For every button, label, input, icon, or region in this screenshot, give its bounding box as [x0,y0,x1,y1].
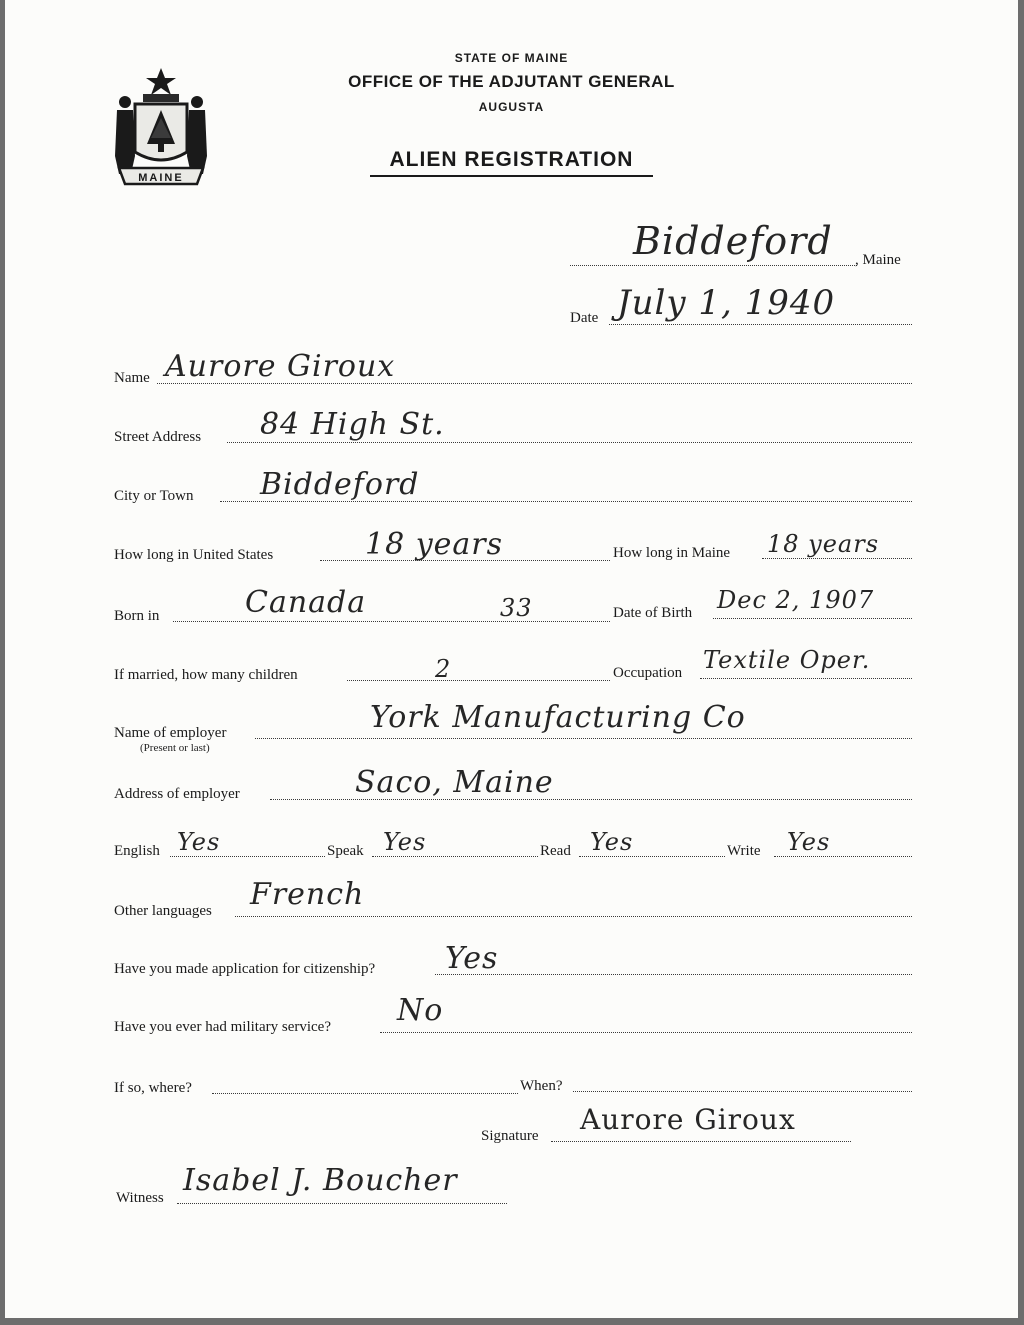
military-value: No [397,993,444,1028]
read-value: Yes [590,828,634,856]
signature-label: Signature [481,1128,539,1144]
citizenship-value: Yes [445,941,499,976]
occupation-value: Textile Oper. [703,646,871,674]
citizenship-line [435,974,912,975]
street-line [227,442,912,443]
date-line [609,324,912,325]
registration-form [5,0,1018,1318]
maine-suffix: , Maine [855,252,901,268]
title-underline [370,175,653,177]
employer-address-value: Saco, Maine [355,765,554,800]
dob-line [713,618,912,619]
english-label: English [114,843,160,859]
years-us-value: 18 years [365,527,504,562]
children-line [347,680,610,681]
state-heading: STATE OF MAINE [454,51,569,65]
employer-label: Name of employer [114,725,227,741]
date-value: July 1, 1940 [617,283,836,323]
when-label: When? [520,1078,563,1094]
children-value: 2 [435,655,452,683]
office-heading: OFFICE OF THE ADJUTANT GENERAL [348,72,675,91]
years-us-label: How long in United States [114,547,274,563]
employer-sublabel: (Present or last) [140,742,210,754]
city-heading: AUGUSTA [478,100,545,114]
name-label: Name [114,370,150,386]
read-line [579,856,725,857]
form-title: ALIEN REGISTRATION [389,148,634,171]
where-label: If so, where? [114,1080,192,1096]
age-value: 33 [500,594,533,622]
witness-line [177,1203,507,1204]
date-label: Date [570,310,599,326]
other-languages-label: Other languages [114,903,212,919]
military-label: Have you ever had military service? [114,1019,331,1035]
where-line [212,1093,518,1094]
children-label: If married, how many children [114,667,298,683]
seal-banner-text: MAINE [138,172,184,184]
other-languages-line [235,916,912,917]
place-line [570,265,857,266]
street-label: Street Address [114,429,202,445]
years-maine-line [762,558,912,559]
other-languages-value: French [250,877,365,912]
signature-value: Aurore Giroux [580,1103,796,1136]
write-value: Yes [787,828,831,856]
witness-label: Witness [116,1190,164,1206]
employer-address-label: Address of employer [114,786,240,802]
city-value: Biddeford [260,467,420,502]
witness-value: Isabel J. Boucher [183,1163,458,1198]
occupation-line [700,678,912,679]
speak-value: Yes [383,828,427,856]
employer-line [255,738,912,739]
name-value: Aurore Giroux [165,349,396,384]
speak-label: Speak [327,843,364,859]
place-value: Biddeford [633,219,833,263]
signature-line [551,1141,851,1142]
years-maine-label: How long in Maine [613,545,731,561]
english-value: Yes [177,828,221,856]
write-line [774,856,912,857]
born-in-line [173,621,610,622]
employer-value: York Manufacturing Co [370,700,746,735]
when-line [573,1091,912,1092]
military-line [380,1032,912,1033]
street-value: 84 High St. [260,407,445,442]
years-maine-value: 18 years [767,530,880,558]
born-in-value: Canada [245,585,367,620]
read-label: Read [540,843,571,859]
speak-line [372,856,538,857]
write-label: Write [727,843,761,859]
occupation-label: Occupation [613,665,683,681]
english-line [170,856,325,857]
dob-value: Dec 2, 1907 [717,586,875,614]
born-in-label: Born in [114,608,160,624]
dob-label: Date of Birth [613,605,693,621]
citizenship-label: Have you made application for citizenship? [114,961,376,977]
city-label: City or Town [114,488,194,504]
